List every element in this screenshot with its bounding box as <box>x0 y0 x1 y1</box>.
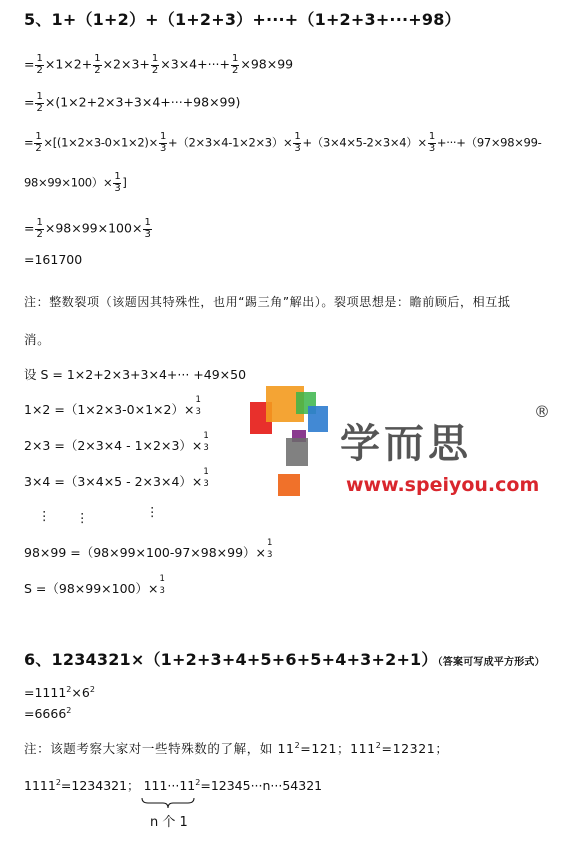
term-row-2 <box>24 431 210 454</box>
expr-part: ×[(1×2×3-0×1×2)× <box>43 135 158 150</box>
note-text: 注：该题考察大家对一些特殊数的了解，如 11 <box>24 741 295 756</box>
fraction: $\frac{1}{3}$ <box>428 131 435 154</box>
fraction: 1 3 <box>267 538 273 560</box>
exponent: 2 <box>89 685 95 694</box>
expr-part: +（3×4×5-2×3×4）× <box>302 135 427 150</box>
eq-sign: = <box>24 94 35 110</box>
expr-part: ×2×3+ <box>102 56 150 72</box>
problem5-result: =161700 <box>24 252 83 267</box>
exponent: 2 <box>195 778 201 787</box>
eq-sign: = <box>24 56 35 72</box>
brand-name: 学而思 <box>340 421 472 467</box>
fraction: $\frac{1}{2}$ <box>94 53 101 76</box>
problem5-note-line2: 消。 <box>24 332 51 347</box>
term-expression: 2×3 =（2×3×4 - 1×2×3）× <box>24 438 203 453</box>
expr-part: =6666 <box>24 706 67 721</box>
problem5-step1 <box>24 54 293 76</box>
fraction: $\frac{1}{2}$ <box>36 217 43 240</box>
note-text: =121；111 <box>300 741 376 756</box>
expr-part: ×98×99×100× <box>44 220 143 236</box>
vertical-dots: ⋮ <box>38 508 51 523</box>
eq-sign: = <box>24 135 34 150</box>
problem5-step3a <box>24 132 541 154</box>
fraction: $\frac{1}{2}$ <box>151 53 159 76</box>
fraction: 1 3 <box>203 467 209 489</box>
expr-part: +···+（97×98×99- <box>436 135 542 150</box>
problem5-step3b <box>24 172 127 194</box>
term-row-3 <box>24 467 210 490</box>
expr-part: ×1×2+ <box>44 56 93 72</box>
vertical-dots: ⋮ <box>146 504 159 519</box>
problem6-note <box>24 742 448 756</box>
fraction: $\frac{1}{2}$ <box>36 91 43 114</box>
problem6-title-text: 6、1234321×（1+2+3+4+5+6+5+4+3+2+1） <box>24 650 438 669</box>
fraction: $\frac{1}{3}$ <box>159 131 166 154</box>
term-expression: 1×2 =（1×2×3-0×1×2）× <box>24 402 195 417</box>
fraction: $\frac{1}{3}$ <box>294 131 301 154</box>
fraction: $\frac{1}{3}$ <box>114 171 121 194</box>
problem5-step4 <box>24 218 153 240</box>
fraction: $\frac{1}{3}$ <box>144 217 151 240</box>
expr-part: =1234321； <box>60 778 140 793</box>
term-row-1 <box>24 395 202 418</box>
underbrace-icon <box>141 797 195 809</box>
problem5-title: 5、1+（1+2）+（1+2+3）+···+（1+2+3+···+98） <box>24 10 461 29</box>
underbrace-label: n 个 1 <box>150 815 188 830</box>
expr-part: =1111 <box>24 685 67 700</box>
problem6-title-note: （答案可写成平方形式） <box>437 657 545 668</box>
speiyou-watermark-logo <box>236 372 556 522</box>
vertical-dots: ⋮ <box>76 510 89 525</box>
expr-part: 98×99×100）× <box>24 175 113 190</box>
exponent: 2 <box>375 741 382 750</box>
repunit: 111···11 <box>143 778 196 793</box>
fraction: $\frac{1}{2}$ <box>35 131 42 154</box>
expr-part: ] <box>122 175 127 190</box>
exponent: 2 <box>66 685 72 694</box>
brand-url: www.speiyou.com <box>346 474 540 496</box>
exponent: 2 <box>294 741 301 750</box>
fraction: 1 3 <box>195 395 201 417</box>
expr-part: ×6 <box>71 685 90 700</box>
registered-mark: ® <box>534 402 550 421</box>
expr-part: 1111 <box>24 778 56 793</box>
expr-part: =12345···n···54321 <box>200 778 323 793</box>
term-row-s <box>24 574 166 597</box>
problem5-step2 <box>24 92 240 114</box>
expr-part: ×3×4+···+ <box>160 56 230 72</box>
problem6-title <box>24 652 545 668</box>
term-expression: 98×99 =（98×99×100-97×98×99）× <box>24 545 266 560</box>
term-expression: S =（98×99×100）× <box>24 581 159 596</box>
expr-part: ×(1×2+2×3+3×4+···+98×99) <box>44 94 241 110</box>
fraction: $\frac{1}{2}$ <box>36 53 43 76</box>
exponent: 2 <box>66 706 72 715</box>
fraction: $\frac{1}{2}$ <box>232 53 239 76</box>
expr-part: +（2×3×4-1×2×3）× <box>168 135 293 150</box>
term-expression: 3×4 =（3×4×5 - 2×3×4）× <box>24 474 203 489</box>
problem5-note-line1: 注：整数裂项（该题因其特殊性，也用“踢三角”解出）。裂项思想是：瞻前顾后，相互抵 <box>24 295 511 309</box>
expr-part: ×98×99 <box>240 56 294 72</box>
eq-sign: = <box>24 220 35 236</box>
exponent: 2 <box>55 778 61 787</box>
problem6-line1 <box>24 686 95 700</box>
term-row-98 <box>24 538 274 561</box>
sum-definition: 设 S = 1×2+2×3+3×4+··· +49×50 <box>24 367 247 382</box>
fraction: 1 3 <box>159 574 165 596</box>
problem6-last-line <box>24 779 322 793</box>
problem6-line2 <box>24 707 71 721</box>
note-text: =12321； <box>381 741 449 756</box>
fraction: 1 3 <box>203 431 209 453</box>
